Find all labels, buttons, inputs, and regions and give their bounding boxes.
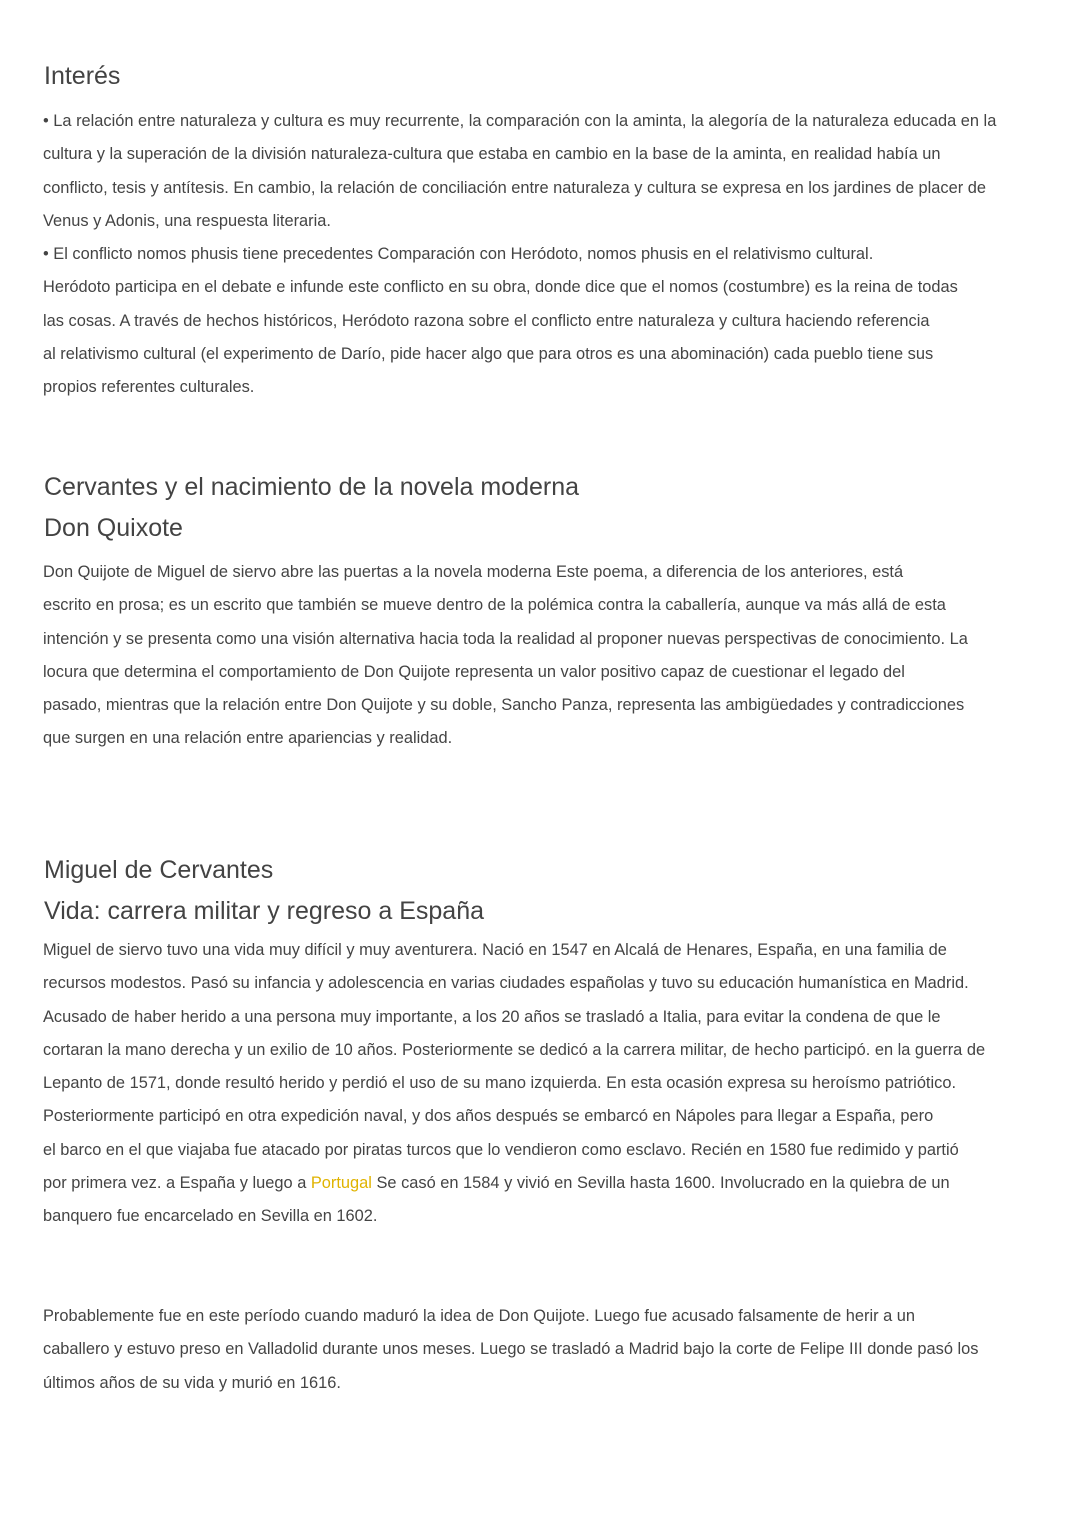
- paragraph-final: [43, 1300, 978, 1400]
- paragraph-vida: [43, 934, 985, 1234]
- section-heading-cervantes-novela: Cervantes y el nacimiento de la novela moderna: [44, 473, 580, 501]
- section-subheading-don-quixote: Don Quixote: [44, 514, 183, 542]
- section-heading-interes: Interés: [44, 62, 121, 90]
- text-line: • La relación entre naturaleza y cultura es muy recurrente, la comparación con la aminta, la alegoría de la naturaleza educada en la: [43, 112, 997, 130]
- portugal-link[interactable]: Portugal: [310, 1174, 372, 1193]
- text-line: banquero fue encarcelado en Sevilla en 1602.: [43, 1207, 378, 1226]
- text-line: Acusado de haber herido a una persona muy importante, a los 20 años se trasladó a Italia, para evitar la condena de que le: [43, 1007, 941, 1026]
- text-line: las cosas. A través de hechos históricos, Heródoto razona sobre el conflicto entre naturaleza y cultura haciendo referencia: [43, 311, 930, 330]
- text-line: conflicto, tesis y antítesis. En cambio, la relación de conciliación entre naturaleza y cultura se expresa en los jardines de placer de: [43, 178, 986, 197]
- text-line: Heródoto participa en el debate e infunde este conflicto en su obra, donde dice que el nomos (costumbre) es la reina de todas: [43, 278, 958, 297]
- section-heading-miguel-de-cervantes: Miguel de Cervantes: [44, 856, 274, 884]
- paragraph-interes: [43, 105, 996, 405]
- text-line: pasado, mientras que la relación entre Don Quijote y su doble, Sancho Panza, representa las ambigüedades y contradicciones: [43, 696, 965, 715]
- text-line: cortaran la mano derecha y un exilio de 10 años. Posteriormente se dedicó a la carrera militar, de hecho participó. en la guerra de: [43, 1040, 986, 1059]
- text-line: Venus y Adonis, una respuesta literaria.: [43, 211, 331, 230]
- text-line: Don Quijote de Miguel de siervo abre las puertas a la novela moderna Este poema, a diferencia de los anteriores, está: [43, 563, 904, 581]
- paragraph-don-quixote: [43, 556, 968, 756]
- text-line: el barco en el que viajaba fue atacado por piratas turcos que lo vendieron como esclavo. Recién en 1580 fue redimido y partió: [43, 1140, 959, 1159]
- text-line: • El conflicto nomos phusis tiene precedentes Comparación con Heródoto, nomos phusis en el relativismo cultural.: [43, 245, 874, 264]
- text-line: últimos años de su vida y murió en 1616.: [43, 1373, 341, 1392]
- text-line: Probablemente fue en este período cuando maduró la idea de Don Quijote. Luego fue acusado falsamente de herir a un: [43, 1307, 916, 1325]
- text-line: Lepanto de 1571, donde resultó herido y perdió el uso de su mano izquierda. En esta ocasión expresa su heroísmo patriótico.: [43, 1074, 956, 1093]
- section-subheading-vida: Vida: carrera militar y regreso a España: [44, 897, 485, 925]
- text-line: Posteriormente participó en otra expedición naval, y dos años después se embarcó en Nápoles para llegar a España, pero: [43, 1107, 934, 1126]
- text-line: intención y se presenta como una visión alternativa hacia toda la realidad al proponer nuevas perspectivas de conocimiento. La: [43, 629, 968, 648]
- text-line: escrito en prosa; es un escrito que también se mueve dentro de la polémica contra la caballería, aunque va más allá de esta: [43, 596, 946, 615]
- text-line: recursos modestos. Pasó su infancia y adolescencia en varias ciudades españolas y tuvo su educación humanística en Madrid.: [43, 974, 969, 993]
- text-line: caballero y estuvo preso en Valladolid durante unos meses. Luego se trasladó a Madrid bajo la corte de Felipe III donde pasó los: [43, 1340, 979, 1359]
- text-fragment: Se casó en 1584 y vivió en Sevilla hasta 1600. Involucrado en la quiebra de un: [371, 1174, 950, 1193]
- text-line: al relativismo cultural (el experimento de Darío, pide hacer algo que para otros es una abominación) cada pueblo tiene sus: [43, 345, 934, 364]
- text-line: Miguel de siervo tuvo una vida muy difícil y muy aventurera. Nació en 1547 en Alcalá de Henares, España, en una familia de: [43, 941, 947, 959]
- text-line: cultura y la superación de la división naturaleza-cultura que estaba en cambio en la base de la aminta, en realidad había un: [43, 145, 941, 164]
- text-line: propios referentes culturales.: [43, 378, 255, 397]
- text-line-with-link: [43, 1167, 985, 1200]
- text-line: locura que determina el comportamiento de Don Quijote representa un valor positivo capaz de cuestionar el legado del: [43, 662, 905, 681]
- text-fragment: por primera vez. a España y luego a: [43, 1174, 311, 1193]
- text-line: que surgen en una relación entre apariencias y realidad.: [43, 729, 453, 748]
